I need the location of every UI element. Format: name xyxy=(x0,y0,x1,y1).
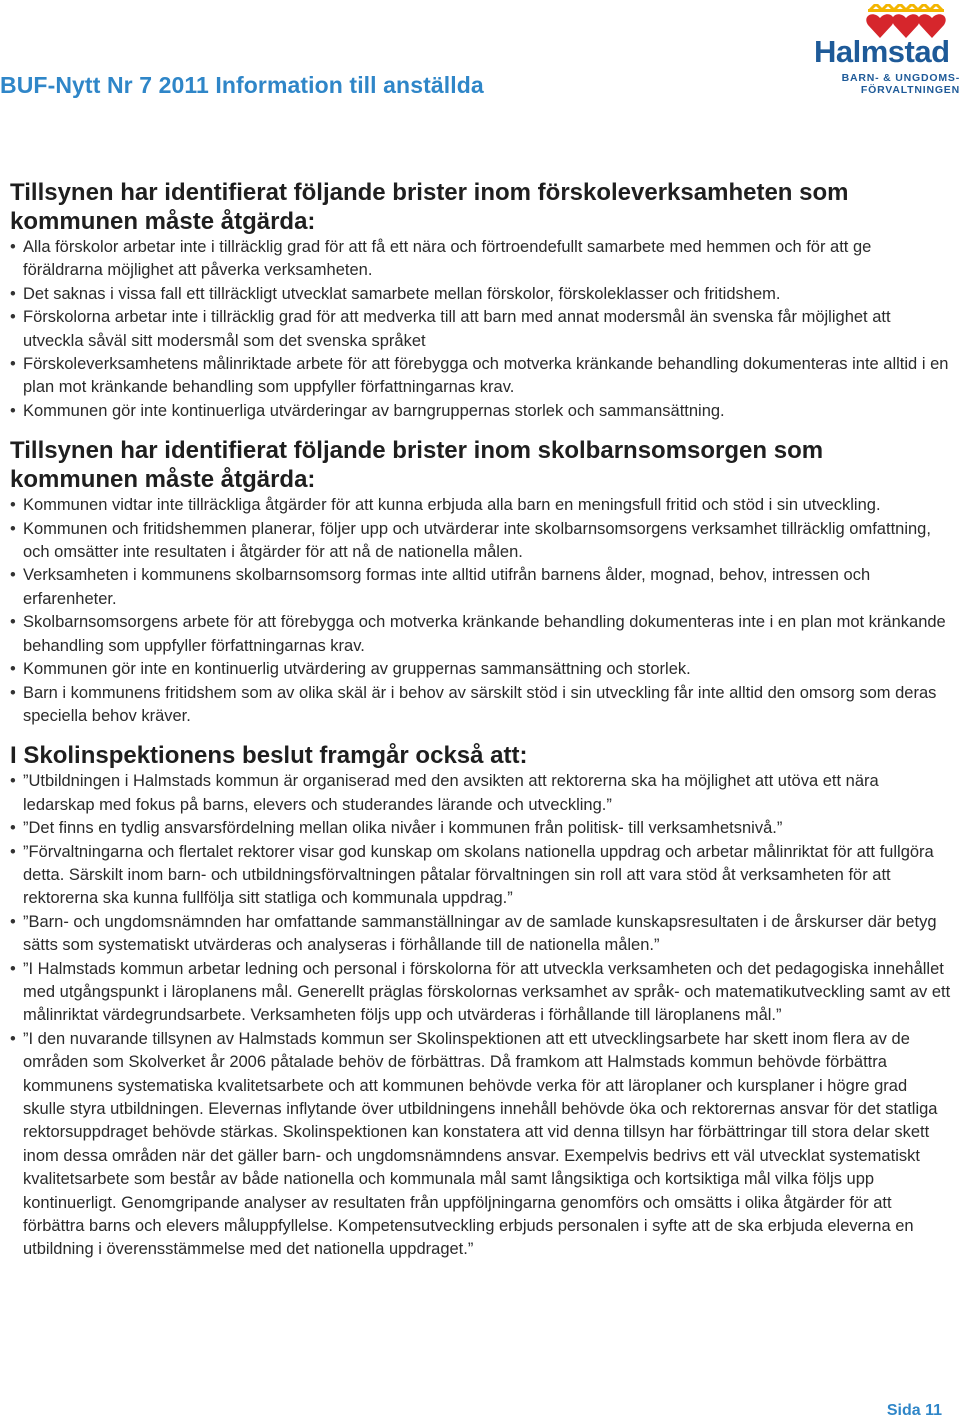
list-item: • ”Förvaltningarna och flertalet rektorer visar god kunskap om skolans nationella uppdrag och arbetar målinriktat för att fullgöra detta. Särskilt inom barn- och utbildningsförvaltningen påtalar förvaltningen sin roll att vara stöd åt verksamheten för att rektorerna ska kunna fullfölja sitt statliga och kommunala uppdrag.” xyxy=(10,841,952,911)
preschool-deficiencies-list xyxy=(10,236,952,423)
list-item: • ”Det finns en tydlig ansvarsfördelning mellan olika nivåer i kommunen från politisk- till verksamhetsnivå.” xyxy=(10,817,952,840)
list-item: • Kommunen och fritidshemmen planerar, följer upp och utvärderar inte skolbarnsomsorgens verksamhet tillräcklig omfattning, och omsätter inte resultaten i åtgärder för att nå de nationella målen. xyxy=(10,518,952,565)
logo-subtitle-line1: BARN- & UNGDOMS- xyxy=(841,72,960,84)
logo-name: Halmstad xyxy=(814,34,950,69)
list-item: • ”I den nuvarande tillsynen av Halmstads kommun ser Skolinspektionen att ett utvecklingsarbete har skett inom flera av de områden som Skolverket år 2006 påtalade behöv de förbättras. Då framkom att Halmstads kommun behövde förbättra kommunens systematiska kvalitetsarbete och att kommunen behövde verka för att läroplaner och kursplaner i högre grad skulle styra utbildningen. Elevernas inflytande över utbildningens innehåll behövde öka och rektorernas ansvar för det statliga rektorsuppdraget behövde stärkas. Skolinspektionen kan konstatera att vid denna tillsyn har förbättringar till stora delar skett inom dessa områden när det gäller barn- och ungdomsnämndens ansvar. Exempelvis bedrivs ett väl utvecklat systematiskt kvalitetsarbete som består av både nationella och kommunala mål samt långsiktiga och kortsiktiga mål vilka följs upp kontinuerligt. Genomgripande analyser av resultaten från uppföljningarna genomförs och omsätts i olika åtgärder för att förbättra barns och elevers måluppfyllelse. Kompetensutveckling erbjuds personalen i syfte att de ska erbjuda eleverna en utbildning i överensstämmelse med det nationella uppdraget.” xyxy=(10,1028,952,1262)
list-item: • ”Barn- och ungdomsnämnden har omfattande sammanställningar av de samlade kunskapsresultaten i de årskurser där betyg sätts som systematiskt utvärderas och analyseras i förhållande till de nationella målen.” xyxy=(10,911,952,958)
inspection-quotes-list xyxy=(10,770,952,1262)
list-item: • Verksamheten i kommunens skolbarnsomsorg formas inte alltid utifrån barnens ålder, mognad, behov, intressen och erfarenheter. xyxy=(10,564,952,611)
section-heading-schoolchildcare: Tillsynen har identifierat följande brister inom skolbarnsomsorgen som kommunen måste åtgärda: xyxy=(10,437,824,494)
list-item: • Kommunen gör inte en kontinuerlig utvärdering av gruppernas sammansättning och storlek. xyxy=(10,658,952,681)
section-heading-inspection-decision: I Skolinspektionens beslut framgår också att: xyxy=(10,742,528,770)
list-item: • Alla förskolor arbetar inte i tillräcklig grad för att få ett nära och förtroendefullt samarbete med hemmen och för att ge föräldrarna möjlighet att påverka verksamheten. xyxy=(10,236,952,283)
schoolchildcare-deficiencies-list xyxy=(10,494,952,728)
list-item: • ”Utbildningen i Halmstads kommun är organiserad med den avsikten att rektorerna ska ha möjlighet att utöva ett nära ledarskap med fokus på barns, elevers och studerandes lärande och utveckling.” xyxy=(10,770,952,817)
list-item: • Förskoleverksamhetens målinriktade arbete för att förebygga och motverka kränkande behandling dokumenteras inte alltid i en plan mot kränkande behandling som uppfyller författningarnas krav. xyxy=(10,353,952,400)
list-item: • Förskolorna arbetar inte i tillräcklig grad för att medverka till att barn med annat modersmål än svenska får möjlighet att utveckla såväl sitt modersmål som det svenska språket xyxy=(10,306,952,353)
logo-subtitle-line2: FÖRVALTNINGEN xyxy=(860,84,960,96)
list-item: • Skolbarnsomsorgens arbete för att förebygga och motverka kränkande behandling dokumenteras inte i en plan mot kränkande behandling som uppfyller författningarnas krav. xyxy=(10,611,952,658)
list-item: • Det saknas i vissa fall ett tillräckligt utvecklat samarbete mellan förskolor, förskoleklasser och fritidshem. xyxy=(10,283,952,306)
list-item: • Kommunen gör inte kontinuerliga utvärderingar av barngruppernas storlek och sammansättning. xyxy=(10,400,952,423)
list-item: • ”I Halmstads kommun arbetar ledning och personal i förskolorna för att utveckla verksamheten och det pedagogiska innehållet med utgångspunkt i läroplanens mål. Generellt präglas förskolornas verksamhet av språk- och matematikutveckling samt av ett målinriktat värdegrundsarbete. Verksamheten följs upp och utvärderas i förhållande till läroplanens mål.” xyxy=(10,958,952,1028)
section-heading-preschool: Tillsynen har identifierat följande brister inom förskoleverksamheten som kommunen måste åtgärda: xyxy=(10,179,849,235)
list-item: • Kommunen vidtar inte tillräckliga åtgärder för att kunna erbjuda alla barn en meningsfull fritid och stöd i sin utveckling. xyxy=(10,494,952,517)
page-number: Sida 11 xyxy=(886,1402,942,1419)
list-item: • Barn i kommunens fritidshem som av olika skäl är i behov av särskilt stöd i sin utveckling får inte alltid den omsorg som deras speciella behov kräver. xyxy=(10,682,952,729)
halmstad-logo xyxy=(810,4,960,96)
article-body xyxy=(10,178,952,1262)
newsletter-title: BUF-Nytt Nr 7 2011 Information till anställda xyxy=(0,72,484,98)
